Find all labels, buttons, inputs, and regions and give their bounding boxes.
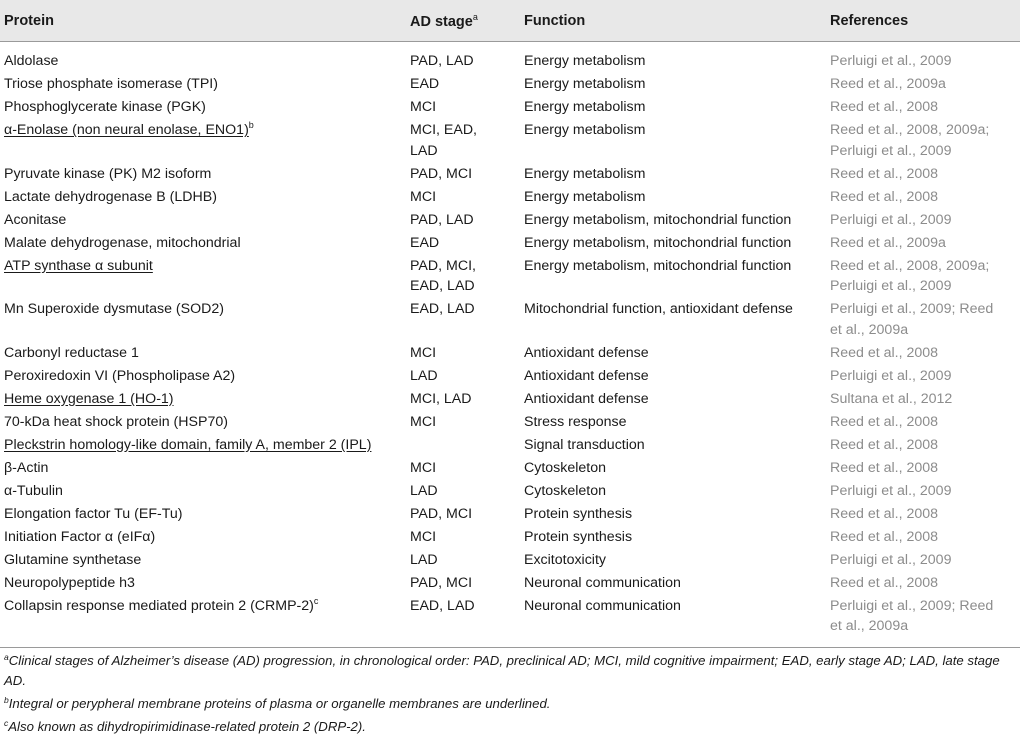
references-cell: [826, 411, 1020, 434]
ad-stage-line: MCI: [410, 413, 437, 430]
protein-name: Aldolase: [4, 53, 59, 69]
footnote-text: Clinical stages of Alzheimer’s disease (AD) progression, in chronological order: PAD, preclinical AD; MCI, mild cognitive impairment; EAD, early stage AD; LAD, late stage AD.: [4, 653, 1000, 688]
protein-name: ATP synthase α subunit: [4, 257, 153, 274]
function-cell: [520, 342, 826, 365]
footnote-b: [4, 694, 1014, 714]
references-cell: [826, 163, 1020, 186]
table-row: [0, 503, 1020, 526]
protein-cell: [0, 411, 406, 434]
protein-name: Pyruvate kinase (PK) M2 isoform: [4, 165, 212, 182]
protein-name: Aconitase: [4, 211, 67, 228]
function-text: Energy metabolism: [524, 188, 646, 205]
footnote-mark: c: [4, 718, 9, 728]
ad-stage-cell: [406, 298, 520, 342]
footnote-text: Also known as dihydropirimidinase-related protein 2 (DRP-2).: [8, 719, 366, 734]
ad-stage-line: MCI: [410, 99, 437, 115]
protein-cell: [0, 186, 406, 209]
table-row: [0, 572, 1020, 595]
protein-cell: [0, 526, 406, 549]
ad-stage-cell: [406, 411, 520, 434]
protein-cell: [0, 255, 406, 299]
table-row: [0, 255, 1020, 299]
function-cell: [520, 209, 826, 232]
references-cell: [826, 232, 1020, 255]
table-row: [0, 298, 1020, 342]
reference-line: et al., 2009a: [830, 618, 909, 634]
function-cell: [520, 388, 826, 411]
footnote-mark: b: [4, 695, 9, 705]
protein-name: Elongation factor Tu (EF-Tu): [4, 505, 183, 522]
references-cell: [826, 42, 1020, 74]
function-cell: [520, 186, 826, 209]
protein-name: Collapsin response mediated protein 2 (CRMP-2): [4, 597, 314, 614]
references-cell: [826, 298, 1020, 342]
table-body: [0, 42, 1020, 648]
ad-stage-line: MCI: [410, 459, 437, 476]
function-text: Excitotoxicity: [524, 551, 606, 568]
protein-cell: [0, 96, 406, 119]
ad-stage-line: MCI: [410, 528, 437, 545]
references-cell: [826, 526, 1020, 549]
reference-line: Reed et al., 2008: [830, 344, 939, 361]
protein-cell: [0, 342, 406, 365]
ad-stage-line: PAD, MCI,: [410, 257, 476, 274]
function-text: Mitochondrial function, antioxidant defense: [524, 301, 793, 317]
references-cell: [826, 342, 1020, 365]
table-row: [0, 73, 1020, 96]
protein-name: α-Enolase (non neural enolase, ENO1): [4, 122, 249, 138]
protein-cell: [0, 549, 406, 572]
function-text: Antioxidant defense: [524, 367, 649, 384]
reference-line: Perluigi et al., 2009: [830, 278, 952, 294]
table-row: [0, 480, 1020, 503]
ad-stage-cell: [406, 42, 520, 74]
protein-cell: [0, 388, 406, 411]
table-row: [0, 119, 1020, 163]
function-cell: [520, 595, 826, 648]
reference-line: Reed et al., 2008: [830, 459, 939, 476]
function-cell: [520, 42, 826, 74]
references-cell: [826, 119, 1020, 163]
ad-stage-cell: [406, 255, 520, 299]
protein-name: Phosphoglycerate kinase (PGK): [4, 99, 206, 115]
ad-stage-line: PAD, MCI: [410, 574, 473, 591]
references-cell: [826, 572, 1020, 595]
function-cell: [520, 526, 826, 549]
table-row: [0, 342, 1020, 365]
reference-line: Reed et al., 2008: [830, 165, 939, 182]
reference-line: Perluigi et al., 2009: [830, 211, 952, 228]
protein-cell: [0, 209, 406, 232]
protein-name: Pleckstrin homology-like domain, family A, member 2 (IPL): [4, 436, 372, 453]
ad-stage-cell: [406, 572, 520, 595]
function-text: Protein synthesis: [524, 528, 633, 545]
reference-line: Perluigi et al., 2009: [830, 142, 952, 159]
function-text: Energy metabolism, mitochondrial function: [524, 211, 792, 228]
protein-name: Mn Superoxide dysmutase (SOD2): [4, 301, 224, 317]
ad-stage-line: MCI: [410, 188, 437, 205]
ad-stage-cell: [406, 526, 520, 549]
function-cell: [520, 503, 826, 526]
protein-cell: [0, 42, 406, 74]
reference-line: Reed et al., 2008: [830, 188, 939, 205]
function-text: Antioxidant defense: [524, 344, 649, 361]
references-cell: [826, 209, 1020, 232]
reference-line: Reed et al., 2009a: [830, 234, 946, 251]
ad-stage-line: LAD: [410, 482, 438, 499]
function-cell: [520, 434, 826, 457]
function-cell: [520, 163, 826, 186]
function-text: Neuronal communication: [524, 597, 681, 614]
protein-name: Peroxiredoxin VI (Phospholipase A2): [4, 367, 236, 384]
reference-line: Perluigi et al., 2009: [830, 482, 952, 499]
ad-stage-line: PAD, LAD: [410, 211, 474, 228]
table-row: [0, 595, 1020, 648]
ad-stage-line: LAD: [410, 367, 438, 384]
function-text: Energy metabolism: [524, 76, 646, 92]
references-cell: [826, 365, 1020, 388]
table-row: [0, 388, 1020, 411]
reference-line: Reed et al., 2008, 2009a;: [830, 257, 990, 274]
references-cell: [826, 549, 1020, 572]
table-row: [0, 163, 1020, 186]
ad-stage-line: MCI, EAD,: [410, 122, 478, 138]
ad-stage-line: PAD, MCI: [410, 165, 473, 182]
ad-stage-cell: [406, 595, 520, 648]
reference-line: Reed et al., 2008: [830, 99, 939, 115]
function-text: Energy metabolism: [524, 99, 646, 115]
protein-cell: [0, 232, 406, 255]
protein-cell: [0, 119, 406, 163]
protein-cell: [0, 163, 406, 186]
function-cell: [520, 480, 826, 503]
protein-name: Triose phosphate isomerase (TPI): [4, 76, 218, 92]
footnote-mark: a: [4, 652, 9, 662]
reference-line: Reed et al., 2008, 2009a;: [830, 122, 990, 138]
ad-stage-line: MCI: [410, 344, 437, 361]
table-row: [0, 232, 1020, 255]
footnote-text: Integral or perypheral membrane proteins of plasma or organelle membranes are underlined.: [8, 696, 551, 711]
ad-stage-line: EAD: [410, 76, 440, 92]
references-cell: [826, 457, 1020, 480]
references-cell: [826, 96, 1020, 119]
header-stage-footnote-mark: a: [472, 11, 478, 22]
ad-stage-cell: [406, 503, 520, 526]
table-row: [0, 434, 1020, 457]
function-text: Energy metabolism: [524, 165, 646, 182]
ad-stage-line: PAD, MCI: [410, 505, 473, 522]
reference-line: Reed et al., 2008: [830, 413, 939, 430]
ad-stage-cell: [406, 96, 520, 119]
footnote-a: [4, 651, 1014, 691]
ad-stage-line: PAD, LAD: [410, 53, 474, 69]
protein-cell: [0, 595, 406, 648]
footnote-c: [4, 717, 1014, 737]
header-references: References: [826, 0, 1020, 42]
protein-name: α-Tubulin: [4, 482, 63, 499]
ad-stage-cell: [406, 388, 520, 411]
reference-line: Reed et al., 2009a: [830, 76, 946, 92]
protein-cell: [0, 73, 406, 96]
references-cell: [826, 503, 1020, 526]
protein-name: Lactate dehydrogenase B (LDHB): [4, 188, 217, 205]
header-function: Function: [520, 0, 826, 42]
ad-stage-cell: [406, 232, 520, 255]
protein-name: 70-kDa heat shock protein (HSP70): [4, 413, 228, 430]
function-cell: [520, 255, 826, 299]
table-row: [0, 209, 1020, 232]
protein-cell: [0, 457, 406, 480]
protein-name: Heme oxygenase 1 (HO-1): [4, 390, 174, 407]
ad-stage-line: LAD: [410, 142, 438, 159]
ad-stage-cell: [406, 457, 520, 480]
reference-line: Sultana et al., 2012: [830, 390, 953, 407]
ad-stage-cell: [406, 434, 520, 457]
reference-line: Perluigi et al., 2009: [830, 551, 952, 568]
references-cell: [826, 73, 1020, 96]
table-row: [0, 42, 1020, 74]
function-cell: [520, 549, 826, 572]
table-row: [0, 186, 1020, 209]
function-cell: [520, 96, 826, 119]
protein-cell: [0, 572, 406, 595]
footnote-mark: b: [248, 120, 254, 130]
table-row: [0, 96, 1020, 119]
reference-line: et al., 2009a: [830, 321, 909, 338]
function-text: Energy metabolism, mitochondrial function: [524, 234, 792, 251]
protein-name: Neuropolypeptide h3: [4, 574, 135, 591]
function-text: Cytoskeleton: [524, 482, 607, 499]
protein-name: Carbonyl reductase 1: [4, 344, 139, 361]
protein-cell: [0, 480, 406, 503]
header-row: [0, 0, 1020, 42]
ad-stage-cell: [406, 480, 520, 503]
ad-stage-line: EAD, LAD: [410, 301, 475, 317]
function-text: Energy metabolism: [524, 122, 646, 138]
reference-line: Reed et al., 2008: [830, 528, 939, 545]
function-cell: [520, 73, 826, 96]
reference-line: Reed et al., 2008: [830, 436, 939, 453]
function-text: Cytoskeleton: [524, 459, 607, 476]
function-text: Protein synthesis: [524, 505, 633, 522]
protein-name: Initiation Factor α (eIFα): [4, 528, 156, 545]
protein-name: Glutamine synthetase: [4, 551, 142, 568]
table-row: [0, 549, 1020, 572]
function-cell: [520, 572, 826, 595]
function-cell: [520, 298, 826, 342]
ad-stage-cell: [406, 119, 520, 163]
references-cell: [826, 388, 1020, 411]
ad-stage-cell: [406, 73, 520, 96]
ad-stage-cell: [406, 365, 520, 388]
ad-stage-cell: [406, 163, 520, 186]
ad-stage-cell: [406, 186, 520, 209]
reference-line: Perluigi et al., 2009: [830, 367, 952, 384]
protein-name: β-Actin: [4, 459, 49, 476]
function-text: Neuronal communication: [524, 574, 681, 591]
protein-cell: [0, 365, 406, 388]
function-text: Antioxidant defense: [524, 390, 649, 407]
references-cell: [826, 434, 1020, 457]
function-cell: [520, 119, 826, 163]
footnote-mark: c: [313, 595, 319, 606]
protein-cell: [0, 298, 406, 342]
header-protein: Protein: [0, 0, 406, 42]
references-cell: [826, 255, 1020, 299]
reference-line: Perluigi et al., 2009: [830, 53, 952, 69]
ad-stage-line: EAD, LAD: [410, 597, 475, 614]
reference-line: Reed et al., 2008: [830, 505, 939, 522]
ad-stage-line: EAD, LAD: [410, 278, 475, 294]
table-row: [0, 365, 1020, 388]
reference-line: Perluigi et al., 2009; Reed: [830, 301, 994, 317]
reference-line: Perluigi et al., 2009; Reed: [830, 597, 994, 614]
function-cell: [520, 457, 826, 480]
function-text: Signal transduction: [524, 436, 645, 453]
references-cell: [826, 595, 1020, 648]
protein-name: Malate dehydrogenase, mitochondrial: [4, 234, 241, 251]
table-row: [0, 411, 1020, 434]
ad-stage-cell: [406, 549, 520, 572]
function-text: Energy metabolism, mitochondrial function: [524, 257, 792, 274]
ad-stage-line: MCI, LAD: [410, 390, 472, 407]
table-row: [0, 457, 1020, 480]
function-text: Stress response: [524, 413, 627, 430]
function-text: Energy metabolism: [524, 53, 646, 69]
references-cell: [826, 480, 1020, 503]
table-row: [0, 526, 1020, 549]
ad-stage-line: LAD: [410, 551, 438, 568]
function-cell: [520, 365, 826, 388]
protein-cell: [0, 503, 406, 526]
function-cell: [520, 232, 826, 255]
ad-stage-cell: [406, 209, 520, 232]
ad-stage-cell: [406, 342, 520, 365]
references-cell: [826, 186, 1020, 209]
function-cell: [520, 411, 826, 434]
protein-cell: [0, 434, 406, 457]
ad-stage-line: EAD: [410, 234, 440, 251]
header-ad-stage: AD stage$^a$: [406, 0, 520, 42]
reference-line: Reed et al., 2008: [830, 574, 939, 591]
footnotes: [4, 651, 1014, 740]
